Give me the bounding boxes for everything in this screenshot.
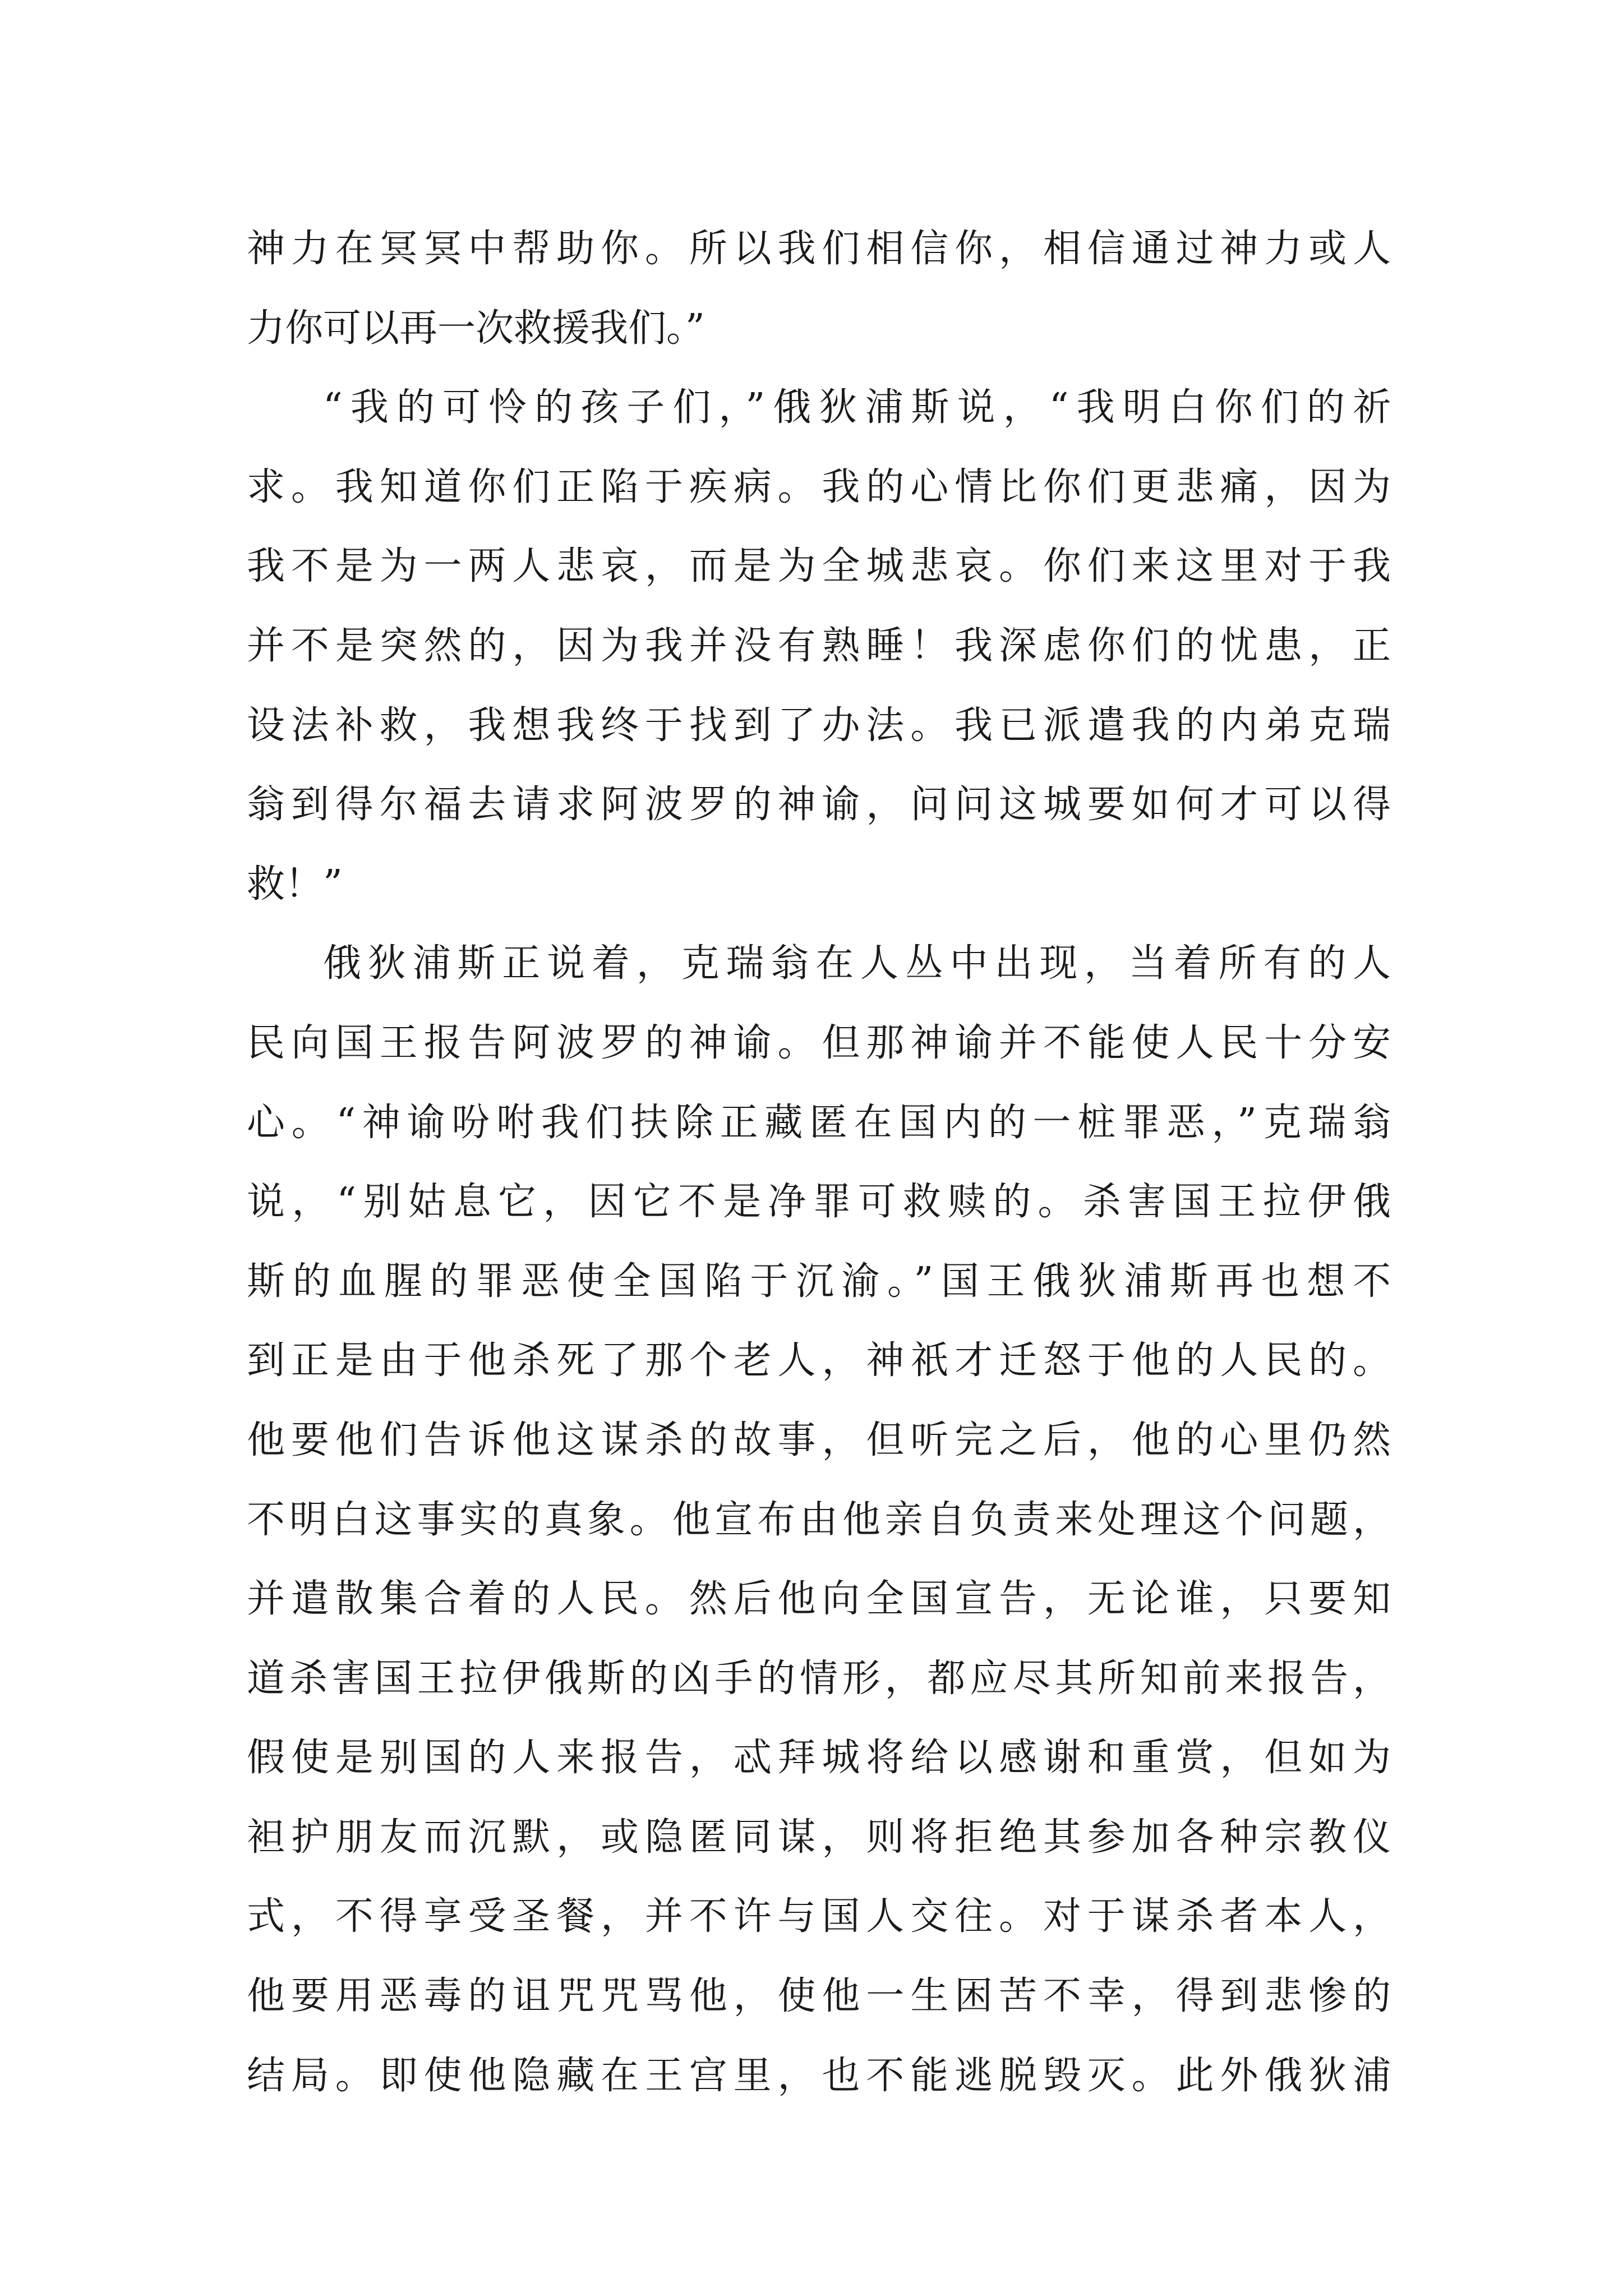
text-line: 到正是由于他杀死了那个老人，神祇才迁怒于他的人民的。 xyxy=(247,1338,1391,1383)
text-line: 袒护朋友而沉默，或隐匿同谋，则将拒绝其参加各种宗教仪 xyxy=(247,1815,1391,1860)
text-line: 他要用恶毒的诅咒咒骂他，使他一生困苦不幸，得到悲惨的 xyxy=(247,1974,1391,2019)
text-line: 俄狄浦斯正说着，克瑞翁在人丛中出现，当着所有的人 xyxy=(323,941,1391,986)
text-line: 不明白这事实的真象。他宣布由他亲自负责来处理这个问题， xyxy=(247,1497,1391,1542)
text-line: 结局。即使他隐藏在王宫里，也不能逃脱毁灭。此外俄狄浦 xyxy=(247,2053,1391,2098)
text-line: 说，“别姑息它，因它不是净罪可救赎的。杀害国王拉伊俄 xyxy=(247,1180,1391,1225)
text-line: 力你可以再一次救援我们。” xyxy=(247,306,705,351)
text-line: 求。我知道你们正陷于疾病。我的心情比你们更悲痛，因为 xyxy=(247,464,1391,509)
text-line: “我的可怜的孩子们，”俄狄浦斯说，“我明白你们的祈 xyxy=(323,385,1391,430)
text-line: 神力在冥冥中帮助你。所以我们相信你，相信通过神力或人 xyxy=(247,227,1391,271)
body-text xyxy=(247,209,1391,2115)
text-line: 斯的血腥的罪恶使全国陷于沉渝。”国王俄狄浦斯再也想不 xyxy=(247,1259,1391,1304)
text-line: 翁到得尔福去请求阿波罗的神谕，问问这城要如何才可以得 xyxy=(247,783,1391,827)
text-line: 我不是为一两人悲哀，而是为全城悲哀。你们来这里对于我 xyxy=(247,544,1391,589)
text-line: 并不是突然的，因为我并没有熟睡！我深虑你们的忧患，正 xyxy=(247,623,1391,668)
text-line: 救！” xyxy=(247,862,343,907)
text-line: 式，不得享受圣餐，并不许与国人交往。对于谋杀者本人， xyxy=(247,1894,1391,1939)
text-line: 他要他们告诉他这谋杀的故事，但听完之后，他的心里仍然 xyxy=(247,1418,1391,1462)
text-line: 假使是别国的人来报告，忒拜城将给以感谢和重赏，但如为 xyxy=(247,1736,1391,1780)
text-line: 民向国王报告阿波罗的神谕。但那神谕并不能使人民十分安 xyxy=(247,1020,1391,1065)
text-line: 并遣散集合着的人民。然后他向全国宣告，无论谁，只要知 xyxy=(247,1577,1391,1622)
text-line: 设法补救，我想我终于找到了办法。我已派遣我的内弟克瑞 xyxy=(247,703,1391,748)
text-line: 道杀害国王拉伊俄斯的凶手的情形，都应尽其所知前来报告， xyxy=(247,1656,1391,1701)
text-line: 心。“神谕吩咐我们扶除正藏匿在国内的一桩罪恶，”克瑞翁 xyxy=(247,1100,1391,1145)
